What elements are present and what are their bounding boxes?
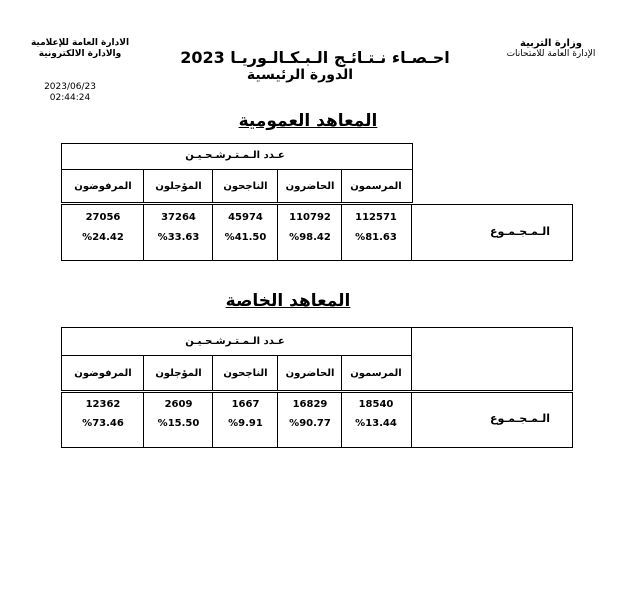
private-deferred-count: 2609 [164, 399, 193, 410]
print-date: 2023/06/23 [44, 82, 96, 92]
private-passed-percent: %9.91 [228, 418, 263, 429]
public-deferred-count: 37264 [161, 212, 196, 223]
column-registered-private: المرسمون [350, 368, 402, 379]
section-title-private: المعاهد الخاصة [225, 291, 351, 311]
timestamp [30, 82, 110, 104]
private-present-percent: %90.77 [289, 418, 331, 429]
column-deferred: المؤجلون [155, 181, 202, 192]
public-registered-count: 112571 [355, 212, 397, 223]
column-passed: الناجحون [223, 181, 268, 192]
private-rejected-percent: %73.46 [82, 418, 124, 429]
column-present-private: الحاضرون [285, 368, 335, 379]
private-registered-percent: %13.44 [355, 418, 397, 429]
public-present-count: 110792 [289, 212, 331, 223]
page-subtitle: الدورة الرئيسية [246, 67, 354, 83]
section-title-public: المعاهد العمومية [238, 111, 378, 131]
public-present-percent: %98.42 [289, 232, 331, 243]
column-present: الحاضرون [285, 181, 335, 192]
ministry-name: وزارة التربية [520, 38, 582, 49]
private-registered-count: 18540 [358, 399, 394, 410]
candidates-header-private: عـدد الـمـتـرشـحـيـن [185, 336, 285, 347]
column-rejected-private: المرفوضون [74, 368, 132, 379]
private-present-count: 16829 [292, 399, 328, 410]
page-title: احـصـاء نـتـائـج الـبـكـالـوريـا 2023 [180, 48, 450, 67]
column-rejected: المرفوضون [74, 181, 132, 192]
column-passed-private: الناجحون [223, 368, 268, 379]
public-passed-count: 45974 [228, 212, 263, 223]
public-registered-percent: %81.63 [355, 232, 397, 243]
private-passed-count: 1667 [231, 399, 260, 410]
ministry-header [500, 38, 602, 60]
public-rejected-percent: %24.42 [82, 232, 124, 243]
department-name: الإدارة العامة للامتحانات [506, 49, 596, 59]
private-deferred-percent: %15.50 [157, 418, 200, 429]
media-dept-line2: والادارة الالكترونية [38, 49, 122, 59]
public-deferred-percent: %33.63 [157, 232, 200, 243]
column-deferred-private: المؤجلون [155, 368, 202, 379]
media-department-header [30, 38, 130, 60]
column-registered: المرسمون [350, 181, 402, 192]
public-passed-percent: %41.50 [224, 232, 267, 243]
private-rejected-count: 12362 [85, 399, 121, 410]
public-rejected-count: 27056 [85, 212, 121, 223]
candidates-header: عـدد الـمـتـرشـحـيـن [185, 150, 285, 161]
media-dept-line1: الادارة العامة للإعلامية [30, 38, 130, 48]
sum-label-public: الـمـجـمـوع [489, 225, 551, 238]
sum-label-private: الـمـجـمـوع [489, 412, 551, 425]
print-time: 02:44:24 [49, 93, 91, 103]
